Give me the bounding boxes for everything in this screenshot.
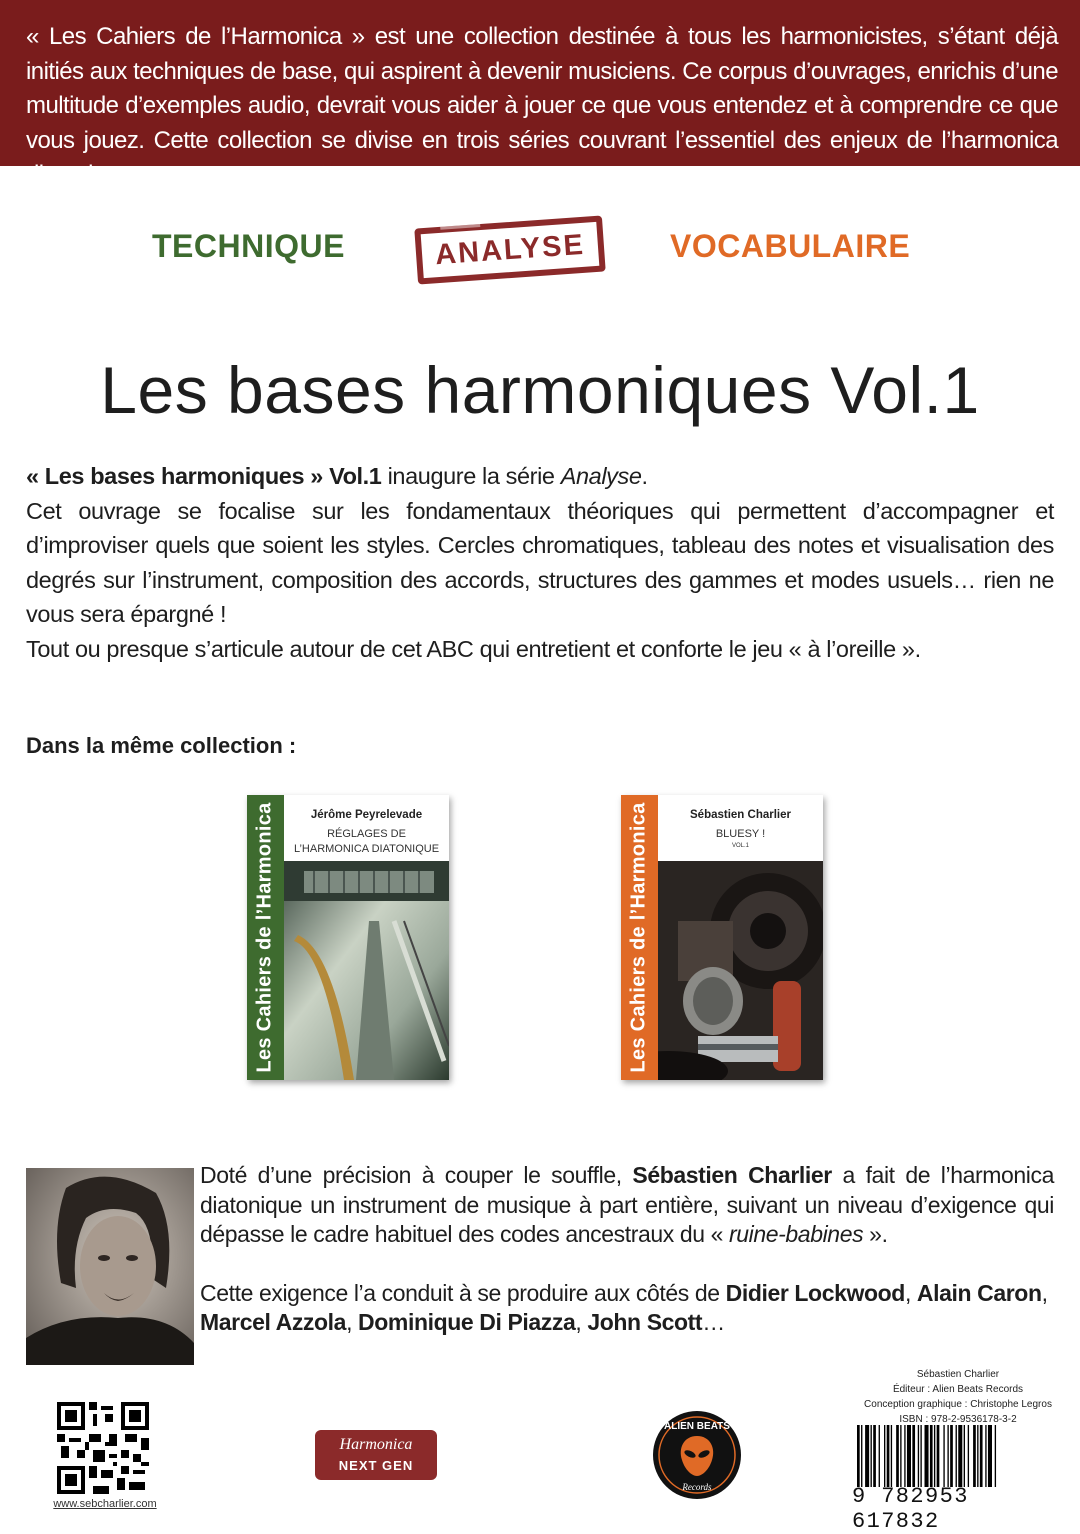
alien-logo-sub: Records bbox=[682, 1482, 712, 1492]
bio-paragraph-2: Cette exigence l’a conduit à se produire aux côtés de Didier Lockwood, Alain Caron, Marcel Azzola, Dominique Di Piazza, John Scott… bbox=[200, 1279, 1048, 1335]
alien-logo-title: ALIEN BEATS bbox=[664, 1421, 730, 1432]
cover-photo-tools bbox=[284, 861, 449, 1080]
cover-spine: Les Cahiers de l’Harmonica bbox=[247, 795, 284, 1080]
cover-title: RÉGLAGES DE L’HARMONICA DIATONIQUE bbox=[293, 828, 440, 855]
qr-code-icon[interactable] bbox=[57, 1402, 149, 1494]
cover-author: Jérôme Peyrelevade bbox=[310, 809, 423, 821]
website-link[interactable]: www.sebcharlier.com bbox=[53, 1498, 157, 1510]
credit-design: Conception graphique : Christophe Legros bbox=[864, 1399, 1052, 1410]
alien-beats-records-logo bbox=[652, 1410, 742, 1500]
analyse-stamp-label: ANALYSE bbox=[434, 228, 586, 271]
cover-title: BLUESY ! bbox=[715, 828, 766, 840]
analyse-stamp bbox=[410, 204, 615, 300]
series-vocabulaire: VOCABULAIRE bbox=[670, 228, 911, 264]
description-line-2: Cet ouvrage se focalise sur les fondamentaux théoriques qui permettent d’accompagner et d’improviser quels que soient les styles. Cercles chromatiques, tableau des notes et visualisation des degrés sur l’instrument, composition des accords, structures des gammes et modes usuels… rien ne vous sera épargné ! bbox=[26, 497, 1054, 627]
logo-line-2: NEXT GEN bbox=[338, 1458, 414, 1473]
book-cover-bluesy[interactable] bbox=[621, 795, 823, 1080]
credits-block bbox=[840, 1367, 1076, 1427]
barcode-digits: 9 782953 617832 bbox=[852, 1484, 969, 1534]
harmonica-next-gen-logo bbox=[315, 1430, 437, 1480]
credit-editor: Éditeur : Alien Beats Records bbox=[892, 1384, 1024, 1395]
logo-line-1: Harmonica bbox=[339, 1436, 413, 1453]
cover-photo-harmonicas bbox=[658, 861, 823, 1080]
book-cover-reglages[interactable] bbox=[247, 795, 449, 1080]
credit-author: Sébastien Charlier bbox=[916, 1369, 1000, 1380]
bio-paragraph-1: Doté d’une précision à couper le souffle, Sébastien Charlier a fait de l’harmonica diatonique un instrument de musique à part entière, suivant un niveau d’exigence qui dépasse le cadre habituel des codes ancestraux du « ruine-babines ». bbox=[200, 1162, 1054, 1247]
book-title: Les bases harmoniques Vol.1 bbox=[100, 353, 980, 427]
cover-volume: VOL.1 bbox=[731, 843, 749, 849]
intro-banner bbox=[0, 0, 1080, 188]
author-portrait bbox=[26, 1168, 194, 1365]
description-line-1: « Les bases harmoniques » Vol.1 inaugure la série Analyse. bbox=[26, 463, 648, 489]
collection-heading: Dans la même collection : bbox=[26, 733, 297, 758]
cover-author: Sébastien Charlier bbox=[690, 809, 791, 821]
credit-isbn: ISBN : 978-2-9536178-3-2 bbox=[899, 1414, 1017, 1425]
cover-spine: Les Cahiers de l’Harmonica bbox=[621, 795, 658, 1080]
isbn-barcode bbox=[855, 1425, 1055, 1487]
intro-text: « Les Cahiers de l’Harmonica » est une collection destinée à tous les harmonicistes, s’étant déjà initiés aux techniques de base, qui aspirent à devenir musiciens. Ce corpus d’ouvrages, enrichis d’une multitude d’exemples audio, devrait vous aider à jouer ce que vous entendez et à comprendre ce que vous jouez. Cette collection se divise en trois séries couvrant l’essentiel des enjeux de l’harmonica diatonique : bbox=[26, 23, 1058, 188]
series-technique: TECHNIQUE bbox=[152, 228, 345, 264]
description-line-3: Tout ou presque s’articule autour de cet ABC qui entretient et conforte le jeu « à l’oreille ». bbox=[26, 635, 921, 662]
author-bio bbox=[200, 1161, 1054, 1338]
book-description bbox=[26, 459, 1054, 666]
